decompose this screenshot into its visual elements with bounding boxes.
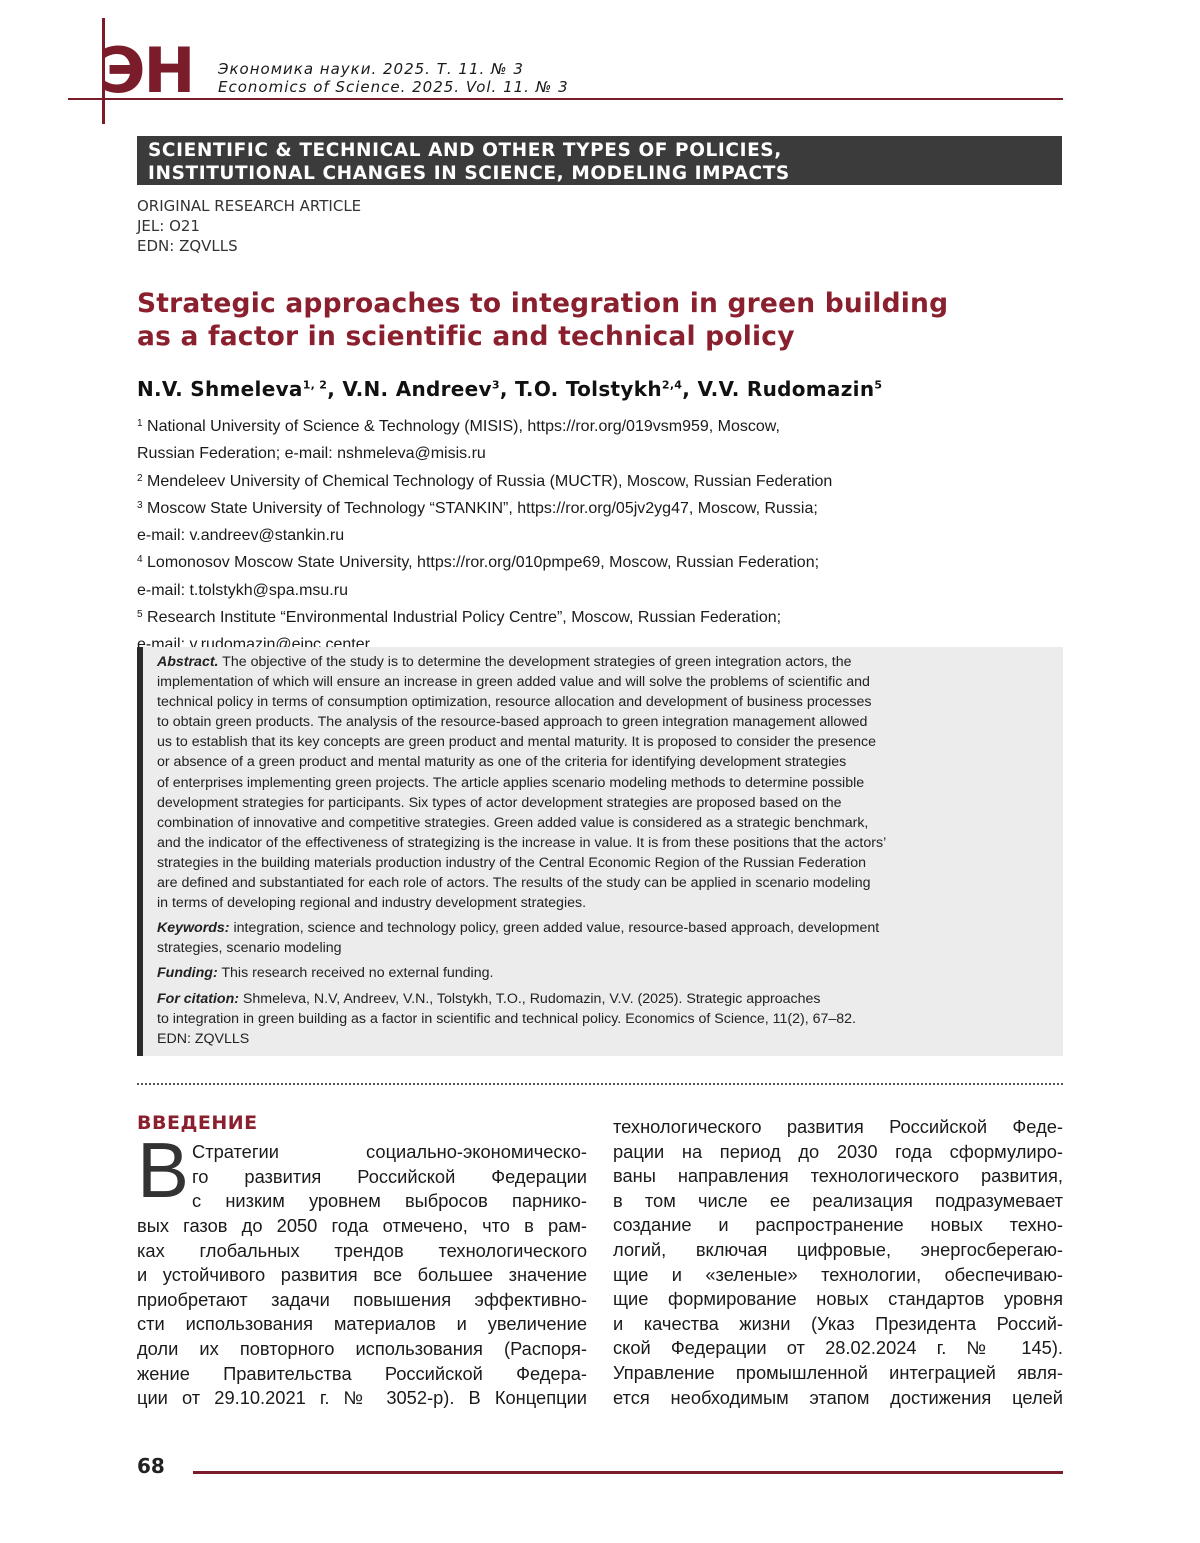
article-title [137,287,1062,353]
keywords-text: integration, science and technology policy, green added value, resource-based approach, development [230,920,880,936]
affiliation-text: Research Institute “Environmental Industrial Policy Centre”, Moscow, Russian Federation; [147,609,781,626]
paragraph-line: щие и «зеленые» технологии, обеспечиваю- [613,1263,1063,1288]
affiliation-line [137,412,1077,439]
journal-logo: ЭН [100,40,193,102]
paragraph-line: приобретают задачи повышения эффективно- [137,1288,587,1313]
abstract-line: implementation of which will ensure an increase in green added value and will solve the problems of scientific and [157,672,1052,692]
abstract-line [157,652,1052,672]
author-separator: , [682,377,697,401]
paragraph-line: го развития Российской Федерации [192,1165,587,1190]
author-separator: , [500,377,515,401]
paragraph-line: Управление промышленной интеграцией явля- [613,1361,1063,1386]
paragraph-line: Стратегии социально-экономическо- [192,1140,587,1165]
affiliation-line [137,548,1077,575]
paragraph-line: рации на период до 2030 года сформулиро- [613,1140,1063,1165]
keywords-line [157,918,1052,938]
keywords-label: Keywords: [157,920,230,936]
abstract-line: combination of innovative and competitive strategies. Green added value is considered as a strategic benchmark, [157,813,1052,833]
affiliation-number: 4 [137,554,143,565]
author-list [137,377,882,401]
article-title-line2: as a factor in scientific and technical policy [137,320,1062,353]
affiliation-number: 5 [137,609,143,620]
section-banner-line2: INSTITUTIONAL CHANGES IN SCIENCE, MODELING IMPACTS [148,162,1062,185]
abstract-accent-bar [137,647,143,1056]
affiliation-line [137,576,1077,603]
funding-label: Funding: [157,965,218,981]
author-affil-ref: 5 [874,378,882,391]
jel-code: JEL: O21 [137,216,361,236]
citation-line [157,989,1052,1009]
paragraph-line: логий, включая цифровые, энергосберегаю- [613,1238,1063,1263]
article-meta [137,196,361,256]
affiliations [137,412,1077,658]
abstract-line: of enterprises implementing green projects. The article applies scenario modeling methods to determine possible [157,773,1052,793]
affiliation-line [137,439,1077,466]
paragraph-line: и устойчивого развития все большее значение [137,1263,587,1288]
paragraph-line: жение Правительства Российской Федера- [137,1362,587,1387]
affiliation-text: Moscow State University of Technology “STANKIN”, https://ror.org/05jv2yg47, Moscow, Russia; [147,500,818,517]
paragraph-line: щие формирование новых стандартов уровня [613,1287,1063,1312]
paragraph-line: вых газов до 2050 года отмечено, что в рам- [137,1214,587,1239]
intro-heading: ВВЕДЕНИЕ [137,1112,258,1134]
paragraph-line: сти использования материалов и увеличение [137,1312,587,1337]
citation-label: For citation: [157,991,239,1007]
author-separator: , [327,377,342,401]
section-banner [137,136,1062,185]
funding-line [157,963,1052,983]
citation-line: to integration in green building as a factor in scientific and technical policy. Economics of Science, 11(2), 67–82. [157,1009,1052,1029]
author-name: T.O. Tolstykh [515,377,662,401]
author-affil-ref: 3 [492,378,500,391]
affiliation-line [137,521,1077,548]
affiliation-number: 3 [137,500,143,511]
paragraph-line: ской Федерации от 28.02.2024 г. № 145). [613,1336,1063,1361]
abstract-content [157,652,1052,1049]
citation-line: EDN: ZQVLLS [157,1029,1052,1049]
keywords-line: strategies, scenario modeling [157,938,1052,958]
paragraph-line: доли их повторного использования (Распоря- [137,1337,587,1362]
page-number: 68 [137,1454,165,1478]
paragraph-line: создание и распространение новых техно- [613,1213,1063,1238]
paragraph-line: ется необходимым этапом достижения целей [613,1386,1063,1411]
affiliation-text: National University of Science & Technology (MISIS), https://ror.org/019vsm959, Moscow, [147,418,780,435]
paragraph-line: технологического развития Российской Феде- [613,1115,1063,1140]
author-affil-ref: 1, 2 [303,378,328,391]
abstract-line: technical policy in terms of consumption optimization, resource allocation and development of business processes [157,692,1052,712]
footer-rule [193,1471,1063,1474]
abstract-line: and the indicator of the effectiveness of strategizing is the increase in value. It is from these positions that the actors’ [157,833,1052,853]
affiliation-number: 1 [137,418,143,429]
abstract-text: The objective of the study is to determine the development strategies of green integration actors, the [219,654,852,670]
article-type: ORIGINAL RESEARCH ARTICLE [137,196,361,216]
abstract-line: in terms of developing regional and industry development strategies. [157,893,1052,913]
affiliation-text: e-mail: v.rudomazin@eipc.center [137,636,370,653]
article-title-line1: Strategic approaches to integration in green building [137,287,1062,320]
paragraph-line: в том числе ее реализация подразумевает [613,1189,1063,1214]
section-divider [137,1083,1063,1085]
affiliation-text: Russian Federation; e-mail: nshmeleva@misis.ru [137,445,486,462]
edn-code: EDN: ZQVLLS [137,236,361,256]
affiliation-text: e-mail: v.andreev@stankin.ru [137,527,344,544]
affiliation-line [137,603,1077,630]
paragraph-line: ках глобальных трендов технологического [137,1239,587,1264]
author-name: V.N. Andreev [342,377,491,401]
journal-title-ru: Экономика науки. 2025. Т. 11. № 3 [218,60,524,78]
header-horizontal-rule [68,98,1063,100]
intro-right-column [613,1115,1063,1410]
author-affil-ref: 2,4 [662,378,682,391]
abstract-line: development strategies for participants. Six types of actor development strategies are proposed based on the [157,793,1052,813]
affiliation-line [137,467,1077,494]
author-name: N.V. Shmeleva [137,377,303,401]
journal-title-en: Economics of Science. 2025. Vol. 11. № 3 [218,78,569,96]
abstract-label: Abstract. [157,654,219,670]
abstract-line: us to establish that its key concepts are green product and mental maturity. It is proposed to consider the presence [157,732,1052,752]
abstract-line: or absence of a green product and mental maturity as one of the criteria for identifying development strategies [157,752,1052,772]
funding-text: This research received no external funding. [218,965,494,981]
paragraph-line: ции от 29.10.2021 г. № 3052-р). В Концепции [137,1386,587,1411]
intro-left-column-top [192,1140,587,1214]
intro-left-column [137,1214,587,1411]
abstract-line: strategies in the building materials production industry of the Central Economic Region of the Russian Federation [157,853,1052,873]
affiliation-number: 2 [137,473,143,484]
paragraph-line: ваны направления технологического развития, [613,1164,1063,1189]
abstract-line: are defined and substantiated for each role of actors. The results of the study can be applied in scenario modeling [157,873,1052,893]
paragraph-line: и качества жизни (Указ Президента Россий- [613,1312,1063,1337]
abstract-line: to obtain green products. The analysis of the resource-based approach to green integration management allowed [157,712,1052,732]
affiliation-text: e-mail: t.tolstykh@spa.msu.ru [137,582,348,599]
affiliation-line [137,494,1077,521]
author-name: V.V. Rudomazin [697,377,874,401]
drop-cap: В [137,1131,189,1209]
section-banner-line1: SCIENTIFIC & TECHNICAL AND OTHER TYPES OF POLICIES, [148,139,1062,162]
citation-text: Shmeleva, N.V, Andreev, V.N., Tolstykh, T.O., Rudomazin, V.V. (2025). Strategic approaches [239,991,820,1007]
affiliation-text: Mendeleev University of Chemical Technology of Russia (MUCTR), Moscow, Russian Federation [147,473,832,490]
affiliation-text: Lomonosov Moscow State University, https://ror.org/010pmpe69, Moscow, Russian Federation; [147,554,819,571]
paragraph-line: с низким уровнем выбросов парнико- [192,1189,587,1214]
